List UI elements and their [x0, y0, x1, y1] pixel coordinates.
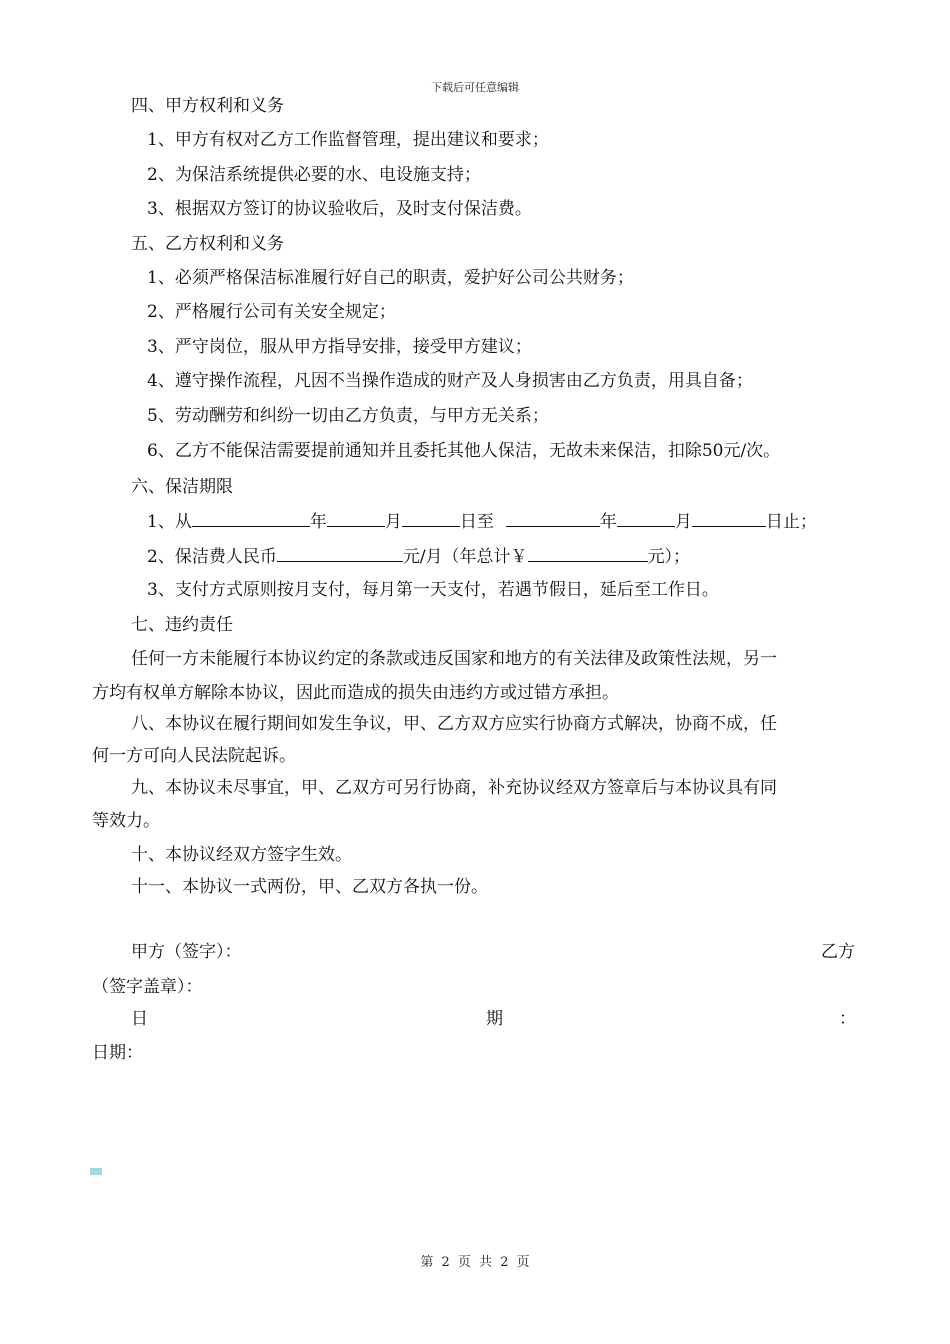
fee-line [147, 545, 690, 568]
section-4-title: 四、甲方权利和义务 [131, 96, 284, 116]
blank-end-day [692, 510, 766, 527]
section-10: 十、本协议经双方签字生效。 [131, 845, 352, 865]
party-b-date: 日期： [92, 1043, 143, 1063]
period-day-end: 日止； [765, 512, 817, 532]
s5-item-1: 1、必须严格保洁标准履行好自己的职责，爱护好公司公共财务； [147, 268, 634, 288]
s9-line-2: 等效力。 [92, 811, 160, 831]
s7-line-1: 任何一方未能履行本协议约定的条款或违反国家和地方的有关法律及政策性法规，另一 [131, 649, 777, 669]
blank-start-year [192, 510, 310, 527]
period-day-to: 日至 [459, 512, 494, 532]
s5-item-2: 2、严格履行公司有关安全规定； [147, 302, 396, 322]
fee-prefix: 2、保洁费人民币 [147, 547, 277, 567]
section-5-title: 五、乙方权利和义务 [131, 234, 284, 254]
date-char-2: 期 [486, 1009, 503, 1029]
fee-suffix: 元）； [647, 547, 691, 567]
section-6-title: 六、保洁期限 [131, 477, 233, 497]
section-7-title: 七、违约责任 [131, 615, 233, 635]
s7-line-2: 方均有权单方解除本协议，因此而造成的损失由违约方或过错方承担。 [92, 683, 619, 703]
period-month-1: 月 [384, 512, 402, 532]
date-char-1: 日 [131, 1009, 148, 1029]
date-colon: ： [839, 1009, 856, 1029]
s5-item-3: 3、严守岗位，服从甲方指导安排，接受甲方建议； [147, 337, 532, 357]
fee-unit: 元/月（年总计￥ [402, 547, 528, 567]
blank-end-month [617, 510, 675, 527]
party-b-label-start: 乙方 [821, 942, 855, 962]
period-year-1: 年 [309, 512, 327, 532]
s5-item-4: 4、遵守操作流程，凡因不当操作造成的财产及人身损害由乙方负责，用具自备； [147, 371, 753, 391]
period-line [147, 510, 817, 533]
party-a-signature: 甲方（签字）： [131, 942, 242, 962]
s5-item-5: 5、劳动酬劳和纠纷一切由乙方负责，与甲方无关系； [147, 406, 549, 426]
period-month-2: 月 [674, 512, 692, 532]
payment-line: 3、支付方式原则按月支付，每月第一天支付，若遇节假日，延后至工作日。 [147, 580, 719, 600]
blank-start-month [327, 510, 385, 527]
s4-item-3: 3、根据双方签订的协议验收后，及时支付保洁费。 [147, 199, 532, 219]
anchor-marker [90, 1168, 102, 1175]
party-b-label-end: （签字盖章）： [92, 977, 203, 997]
s9-line-1: 九、本协议未尽事宜，甲、乙双方可另行协商，补充协议经双方签章后与本协议具有同 [131, 778, 777, 798]
blank-end-year [506, 510, 600, 527]
blank-monthly-fee [277, 545, 403, 562]
s4-item-2: 2、为保洁系统提供必要的水、电设施支持； [147, 165, 481, 185]
page-header: 下载后可任意编辑 [431, 81, 519, 94]
period-year-2: 年 [599, 512, 617, 532]
period-prefix: 1、从 [147, 512, 192, 532]
s8-line-1: 八、本协议在履行期间如发生争议，甲、乙方双方应实行协商方式解决，协商不成，任 [131, 714, 777, 734]
blank-yearly-total [528, 545, 648, 562]
s8-line-2: 何一方可向人民法院起诉。 [92, 746, 296, 766]
section-11: 十一、本协议一式两份，甲、乙双方各执一份。 [131, 877, 488, 897]
page-footer: 第 2 页 共 2 页 [420, 1255, 530, 1270]
blank-start-day [402, 510, 460, 527]
s5-item-6: 6、乙方不能保洁需要提前通知并且委托其他人保洁，无故未来保洁，扣除50元/次。 [147, 441, 781, 461]
s4-item-1: 1、甲方有权对乙方工作监督管理，提出建议和要求； [147, 130, 549, 150]
